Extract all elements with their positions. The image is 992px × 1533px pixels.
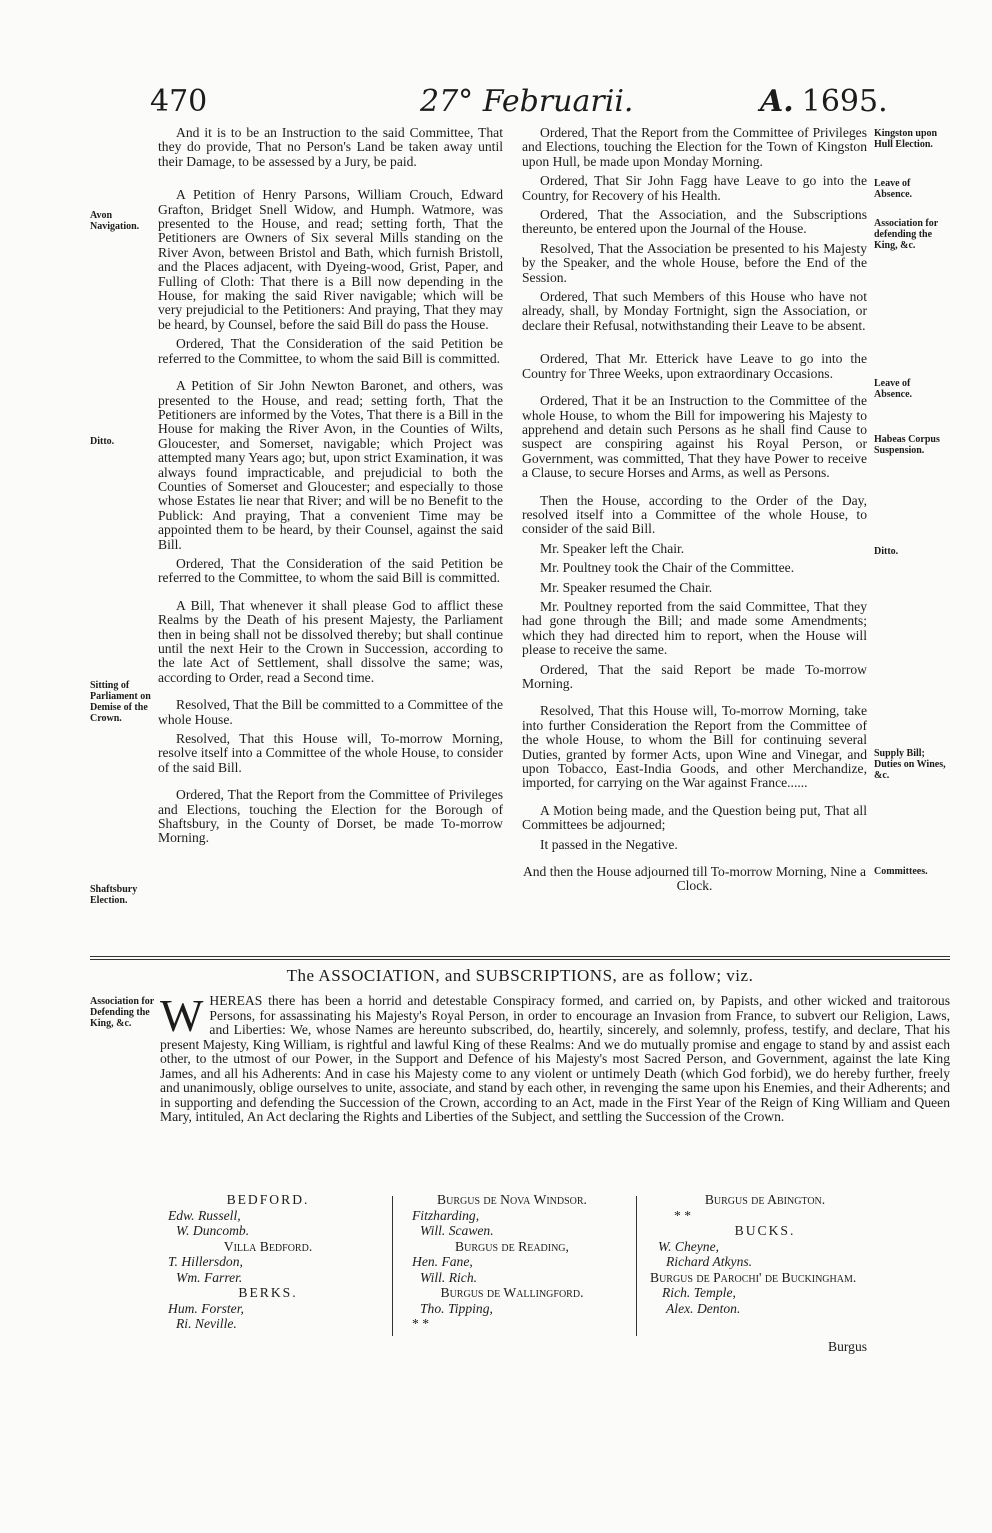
blank-signature: * * [412, 1316, 429, 1331]
left-column [158, 126, 503, 851]
borough-heading: Burgus de Abington. [704, 1192, 826, 1207]
borough-heading: Burgus de Nova Windsor. [437, 1192, 587, 1207]
paragraph: Then the House, according to the Order of the Day, resolved itself into a Committee of the whole House, to consider of the said Bill. [522, 492, 867, 537]
paragraph: Mr. Speaker resumed the Chair. [540, 579, 713, 595]
running-header [0, 84, 992, 124]
signatory: Will. Rich. [420, 1269, 478, 1285]
paragraph: It passed in the Negative. [540, 836, 678, 852]
margin-note: Ditto. [874, 546, 899, 557]
section-divider [90, 956, 950, 957]
section-divider [90, 959, 950, 960]
margin-note: Avon Navigation. [90, 210, 140, 232]
margin-note: Kingston upon Hull Election. [874, 128, 938, 150]
borough-heading: Burgus de Parochi' de Buckingham. [650, 1269, 857, 1285]
paragraph: Ordered, That such Members of this House who have not already, shall, by Monday Fortnight, sign the Association, or declare their Refusal, notwithstanding their Leave to be absent. [522, 289, 867, 333]
subscriptions-column-3 [650, 1192, 880, 1316]
paragraph: Mr. Poultney reported from the said Committee, That they had gone through the Bill; and made some Amendments; which they had directed him to report, when the House will please to receive the same. [522, 598, 867, 658]
paragraph: Resolved, That the Bill be committed to a Committee of the whole House. [158, 697, 503, 727]
catchword: Burgus [828, 1339, 868, 1354]
margin-note: Association for Defending the King, &c. [90, 996, 154, 1029]
margin-note: Ditto. [90, 436, 115, 447]
signatory: Will. Scawen. [420, 1223, 494, 1238]
column-rule [392, 1196, 393, 1336]
margin-note: Sitting of Parliament on Demise of the Crown. [90, 680, 151, 724]
subscriptions-column-1 [168, 1192, 368, 1332]
paragraph: Ordered, That the Report from the Committee of Privileges and Elections, touching the Election for the Town of Kingston upon Hull, be made upon Monday Morning. [522, 125, 867, 169]
paragraph: Resolved, That the Association be presented to his Majesty by the Speaker, and the whole House, before the End of the Session. [522, 240, 867, 285]
drop-cap: W [160, 990, 204, 1041]
signatory: Alex. Denton. [666, 1300, 741, 1316]
column-rule [636, 1196, 637, 1336]
county-heading: BERKS. [238, 1285, 298, 1300]
header-year [760, 84, 888, 119]
signatory: Richard Atkyns. [666, 1254, 753, 1269]
year-value: 1695. [801, 84, 888, 119]
county-heading: BUCKS. [734, 1223, 796, 1238]
paragraph: Resolved, That this House will, To-morrow Morning, resolve itself into a Committee of the whole House, to consider of the said Bill. [158, 731, 503, 775]
page-number: 470 [150, 84, 208, 119]
header-date: 27° Februarii. [420, 84, 634, 119]
association-text [160, 990, 950, 1125]
paragraph: A Petition of Henry Parsons, William Crouch, Edward Grafton, Bridget Snell Widow, and Humph. Watmore, was presented to the House, and read; setting forth, That the Petitioners are Owners of Six several Mills standing on the River Avon, between Bristol and Bath, which furnish Bristoll, and the Places adjacent, with Dyeing-wood, Grist, Paper, and Fulling of Cloth: That there is a Bill now depending in the House, for making the said River navigable; which will be very prejudicial to the Petitioners: And praying, That they may be heard, by Counsel, before the said Bill do pass the House. [158, 187, 503, 332]
signatory: W. Cheyne, [658, 1238, 720, 1254]
paragraph: Mr. Speaker left the Chair. [540, 540, 685, 556]
paragraph: A Petition of Sir John Newton Baronet, and others, was presented to the House, and read; setting forth, That the Petitioners are informed by the Votes, That there is a Bill in the House for making the River Avon, in the Counties of Wilts, Gloucester, and Somerset, navigable; which Project was attempted many Years ago; but, upon strict Examination, it was always found impracticable, and prejudicial to both the Counties of Somerset and Gloucester; and especially to those whose Estates lie near that River; and will be no Benefit to the Publick: And praying, That a convenient Time may be appointed them to be heard, by their Counsel, against the said Bill. [158, 378, 503, 552]
paragraph: Ordered, That Sir John Fagg have Leave to go into the Country, for Recovery of his Health. [522, 173, 867, 203]
signatory: Rich. Temple, [662, 1285, 736, 1300]
paragraph: Mr. Poultney took the Chair of the Committee. [540, 560, 795, 576]
paragraph: Ordered, That the Consideration of the said Petition be referred to the Committee, to whom the said Bill is committed. [158, 555, 503, 586]
paragraph: Ordered, That the Consideration of the said Petition be referred to the Committee, to whom the said Bill is committed. [158, 336, 503, 366]
association-body: HEREAS there has been a horrid and detestable Conspiracy formed, and carried on, by Papists, and other wicked and traitorous Persons, for assassinating his Majesty's Royal Person, in order to encourage an Invasion from France, to subvert our Religion, Laws, and Liberties: We, whose Names are hereunto subscribed, do, heartily, sincerely, and solemnly, profess, testify, and declare, That his present Majesty, King William, is rightful and lawful King of these Realms: And we do mutually promise and engage to stand by and assist each other, to the utmost of our Power, in the Support and Defence of his Majesty's most Sacred Person, and Government, against the late King James, and all his Adherents: And in case his Majesty come to any violent or untimely Death (which God forbid), we do hereby further, freely and unanimously, oblige ourselves to unite, associate, and stand by each other, in revenging the same upon his Enemies, and their Adherents; and in supporting and defending the Succession of the Crown, according to an Act, made in the First Year of the Reign of King William and Queen Mary, intituled, An Act declaring the Rights and Liberties of the Subject, and settling the Succession of the Crown. [160, 993, 950, 1124]
signatory: Tho. Tipping, [420, 1300, 493, 1316]
signatory: Wm. Farrer. [176, 1269, 243, 1285]
paragraph: A Bill, That whenever it shall please God to afflict these Realms by the Death of his present Majesty, the Parliament then in being shall not be dissolved thereby; but shall continue until the next Heir to the Crown in Succession, according to the late Act of Settlement, shall dissolve the same; was, according to Order, read a Second time. [158, 597, 503, 685]
paragraph: Resolved, That this House will, To-morrow Morning, take into further Consideration the Report from the Committee of the whole House, to whom the Bill for continuing several Duties, granted by former Acts, upon Wine and Vinegar, and upon Tobacco, East-India Goods, and other Merchandize, imported, for carrying on the War against France...... [522, 703, 867, 791]
paragraph: And it is to be an Instruction to the said Committee, That they do provide, That no Person's Land be taken away until their Damage, to be assessed by a Jury, be paid. [158, 125, 503, 169]
signatory: T. Hillersdon, [168, 1254, 243, 1269]
signatory: Edw. Russell, [168, 1207, 241, 1223]
margin-note: Committees. [874, 866, 928, 877]
margin-note: Association for defending the King, &c. [874, 218, 938, 251]
year-prefix: A. [760, 84, 794, 119]
borough-heading: Villa Bedford. [223, 1238, 313, 1254]
borough-heading: Burgus de Reading, [455, 1238, 569, 1254]
margin-note: Supply Bill; Duties on Wines, &c. [874, 748, 946, 781]
signatory: Hen. Fane, [412, 1254, 473, 1269]
paragraph: Ordered, That Mr. Etterick have Leave to go into the Country for Three Weeks, upon extraordinary Occasions. [522, 351, 867, 381]
margin-note: Leave of Absence. [874, 378, 913, 400]
paragraph: Ordered, That the Report from the Committee of Privileges and Elections, touching the Election for the Borough of Shaftsbury, in the County of Dorset, be made To-morrow Morning. [158, 787, 503, 846]
blank-signature: * * [674, 1207, 691, 1223]
margin-note: Shaftsbury Election. [90, 884, 138, 906]
signatory: Hum. Forster, [168, 1300, 244, 1316]
county-heading: BEDFORD. [226, 1192, 310, 1207]
right-column [522, 126, 867, 899]
paragraph: Ordered, That the Association, and the Subscriptions thereunto, be entered upon the Journal of the House. [522, 207, 867, 237]
signatory: Ri. Neville. [176, 1316, 237, 1331]
paragraph: A Motion being made, and the Question being put, That all Committees be adjourned; [522, 802, 867, 833]
margin-note: Habeas Corpus Suspension. [874, 434, 940, 456]
paragraph: Ordered, That it be an Instruction to the Committee of the whole House, to whom the Bill for impowering his Majesty to apprehend and detain such Persons as he shall find Cause to suspect are conspiring against his Royal Person, or Government, was committed, That they have Power to receive a Clause, to secure Horses and Arms, as well as Persons. [522, 393, 867, 481]
borough-heading: Burgus de Wallingford. [440, 1285, 584, 1300]
subscriptions-column-2 [412, 1192, 612, 1332]
paragraph: And then the House adjourned till To-morrow Morning, Nine a Clock. [522, 864, 867, 894]
signatory: W. Duncomb. [176, 1223, 250, 1238]
signatory: Fitzharding, [412, 1207, 480, 1223]
paragraph: Ordered, That the said Report be made To-morrow Morning. [522, 661, 867, 691]
margin-note: Leave of Absence. [874, 178, 913, 200]
association-title: The ASSOCIATION, and SUBSCRIPTIONS, are as follow; viz. [286, 966, 754, 985]
